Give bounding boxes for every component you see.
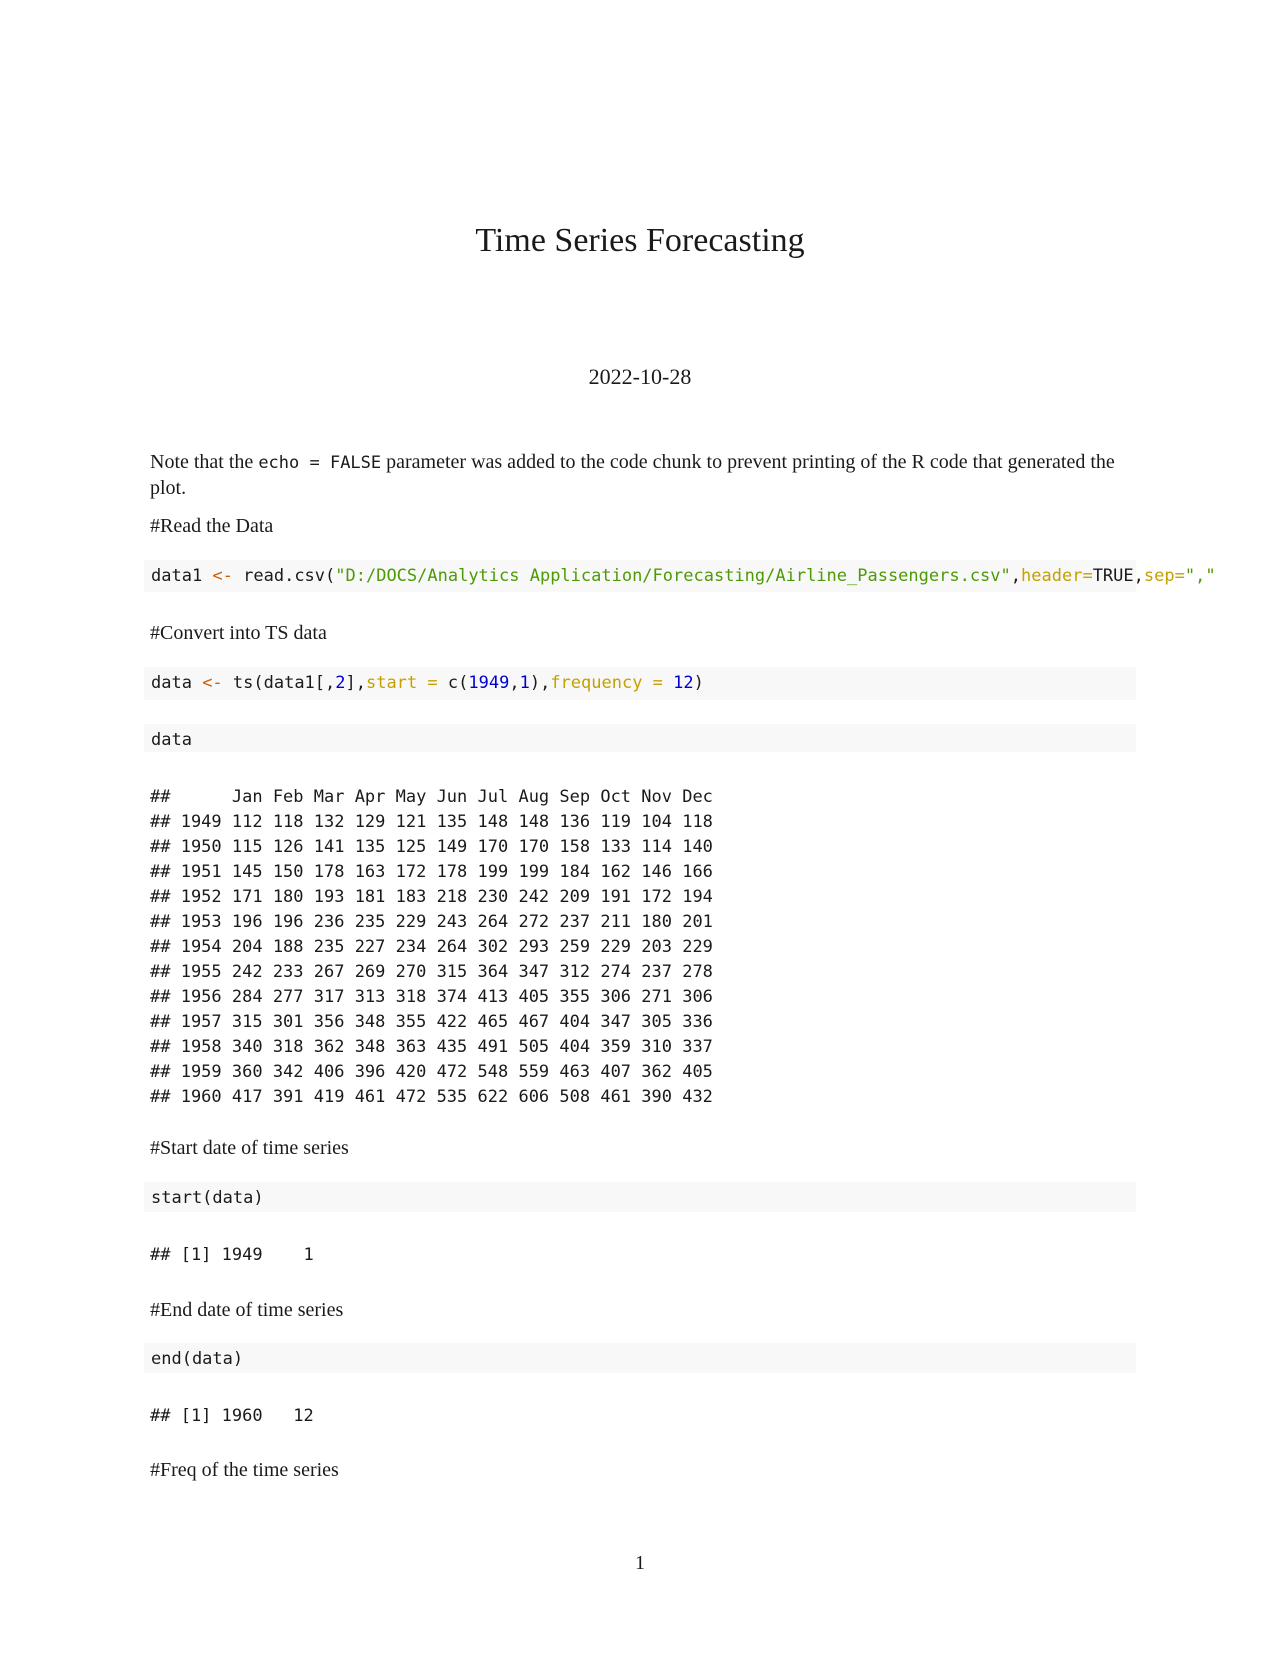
note-text-before: Note that the [150,451,259,473]
document-date: 2022-10-28 [588,364,692,389]
ts-output-row: ## 1952 171 180 193 181 183 218 230 242 209 191 172 194 [150,887,713,907]
code-block-print [144,724,1136,752]
document-title: Time Series Forecasting [475,222,805,259]
ts-output-row: ## 1956 284 277 317 313 318 374 413 405 355 306 271 306 [150,987,713,1007]
code-block-start [144,1182,1136,1212]
code-token: sep= [1143,566,1185,586]
code-line-read [151,565,1216,587]
ts-output-row: ## 1950 115 126 141 135 125 149 170 170 158 133 114 140 [150,837,713,857]
section-heading-read: #Read the Data [150,515,274,537]
code-block-read [144,560,1216,592]
code-token: "," [1184,566,1216,586]
code-token: read.csv( [243,566,336,586]
code-token: ) [693,673,704,693]
code-token: , [1010,566,1022,586]
note-inline-code: echo = FALSE [258,453,382,473]
code-token: data1 [151,566,203,586]
code-block-convert [144,667,1136,700]
end-output: ## [1] 1960 12 [150,1406,314,1426]
ts-output-row: ## 1955 242 233 267 269 270 315 364 347 312 274 237 278 [150,962,713,982]
code-token: ts(data1[, [232,673,336,693]
section-heading-end: #End date of time series [150,1299,344,1321]
page-number: 1 [635,1552,645,1574]
start-output: ## [1] 1949 1 [150,1245,314,1265]
ts-output-row: ## 1954 204 188 235 227 234 264 302 293 259 229 203 229 [150,937,713,957]
code-token: start = [366,673,448,693]
code-token: 1949 [468,673,510,693]
code-token: ), [529,673,551,693]
code-token: ], [345,673,366,693]
code-line-convert [151,672,704,694]
code-token: TRUE [1092,566,1134,586]
code-token: , [509,673,520,693]
code-token: c( [447,673,469,693]
ts-output-row: ## 1953 196 196 236 235 229 243 264 272 237 211 180 201 [150,912,713,932]
ts-output-header: ## Jan Feb Mar Apr May Jun Jul Aug Sep Oct Nov Dec [150,787,713,807]
code-token: <- [202,566,244,586]
code-token: <- [191,673,233,693]
code-token: 2 [335,673,346,693]
section-heading-freq: #Freq of the time series [150,1459,339,1481]
ts-output-row: ## 1949 112 118 132 129 121 135 148 148 136 119 104 118 [150,812,713,832]
ts-output-row: ## 1951 145 150 178 163 172 178 199 199 184 162 146 166 [150,862,713,882]
ts-output-row: ## 1960 417 391 419 461 472 535 622 606 508 461 390 432 [150,1087,713,1107]
note-paragraph [150,450,1140,501]
code-token: 12 [673,673,694,693]
ts-output-block [150,785,713,1110]
code-token: header= [1021,566,1093,586]
code-token: , [1133,566,1144,586]
code-line-start: start(data) [151,1188,264,1208]
ts-output-row: ## 1959 360 342 406 396 420 472 548 559 463 407 362 405 [150,1062,713,1082]
section-heading-start: #Start date of time series [150,1137,349,1159]
ts-output-row: ## 1957 315 301 356 348 355 422 465 467 404 347 305 336 [150,1012,713,1032]
code-token: data [151,673,192,693]
section-heading-convert: #Convert into TS data [150,622,327,644]
code-token: "D:/DOCS/Analytics Application/Forecasting/Airline_Passengers.csv" [335,566,1011,586]
code-line-print: data [151,730,192,750]
code-token: frequency = [550,673,674,693]
code-block-end [144,1343,1136,1373]
code-line-end: end(data) [151,1349,244,1369]
ts-output-row: ## 1958 340 318 362 348 363 435 491 505 404 359 310 337 [150,1037,713,1057]
note-text-after: parameter was added to the code chunk to prevent printing of the R code that generated the plot. [150,451,1115,499]
code-token: 1 [519,673,530,693]
